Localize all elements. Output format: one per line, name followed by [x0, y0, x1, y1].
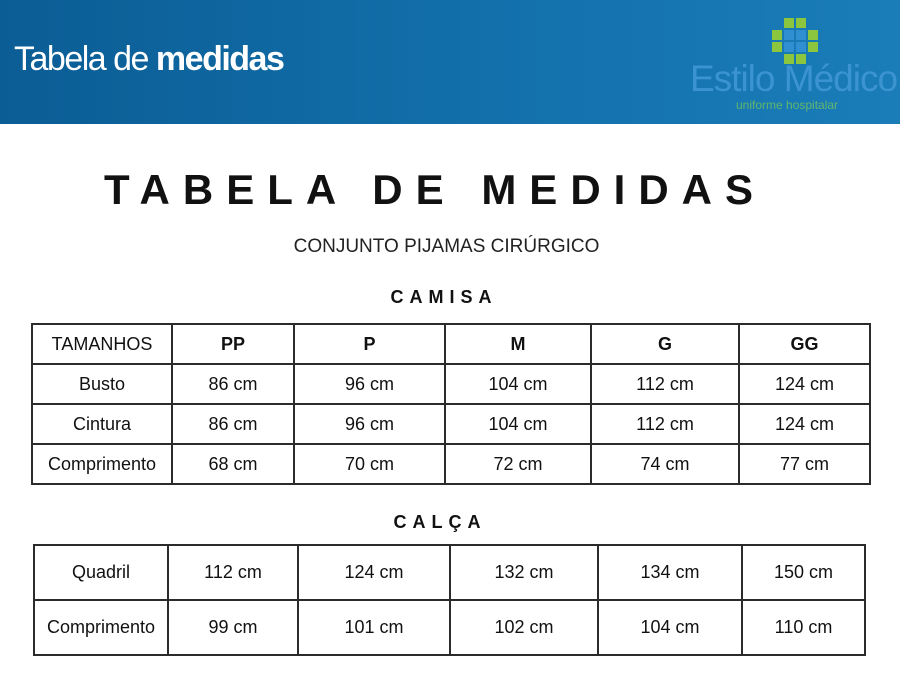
table-cell: 70 cm: [294, 444, 445, 484]
table-cell: 104 cm: [598, 600, 742, 655]
banner-title: [14, 40, 283, 79]
table-cell: 74 cm: [591, 444, 739, 484]
table-cell: 124 cm: [739, 364, 870, 404]
logo-tagline: uniforme hospitalar: [736, 98, 839, 112]
table-cell: 124 cm: [298, 545, 450, 600]
camisa-size-table: [31, 323, 871, 485]
table-cell: 112 cm: [591, 404, 739, 444]
banner-title-bold: medidas: [155, 40, 284, 78]
calca-size-table: [33, 544, 866, 656]
row-label: Quadril: [34, 545, 168, 600]
table-cell: 112 cm: [168, 545, 298, 600]
brand-logo: [690, 12, 898, 117]
row-label: Cintura: [32, 404, 172, 444]
logo-name: Estilo Médico: [690, 58, 898, 99]
table-cell: 72 cm: [445, 444, 591, 484]
table-cell: 124 cm: [739, 404, 870, 444]
table-cell: 134 cm: [598, 545, 742, 600]
section-title-calca: CALÇA: [393, 512, 487, 532]
row-label: Busto: [32, 364, 172, 404]
table-cell: 104 cm: [445, 404, 591, 444]
table-row: [34, 545, 865, 600]
table-row: [32, 404, 870, 444]
table-cell: 99 cm: [168, 600, 298, 655]
table-cell: 132 cm: [450, 545, 598, 600]
header-cell: TAMANHOS: [32, 324, 172, 364]
document-title: TABELA DE MEDIDAS: [104, 166, 766, 213]
header-cell: G: [591, 324, 739, 364]
table-row: [34, 600, 865, 655]
section-title-camisa: CAMISA: [390, 287, 498, 307]
table-header-row: [32, 324, 870, 364]
header-cell: M: [445, 324, 591, 364]
banner-title-light: Tabela de: [14, 40, 148, 78]
header-cell: PP: [172, 324, 294, 364]
table-cell: 96 cm: [294, 404, 445, 444]
table-cell: 104 cm: [445, 364, 591, 404]
header-banner: [0, 0, 900, 124]
table-cell: 77 cm: [739, 444, 870, 484]
row-label: Comprimento: [34, 600, 168, 655]
row-label: Comprimento: [32, 444, 172, 484]
table-row: [32, 364, 870, 404]
header-cell: GG: [739, 324, 870, 364]
medical-cross-logo-icon: [770, 16, 818, 64]
table-row: [32, 444, 870, 484]
table-cell: 112 cm: [591, 364, 739, 404]
table-cell: 68 cm: [172, 444, 294, 484]
document-subtitle: CONJUNTO PIJAMAS CIRÚRGICO: [293, 236, 600, 257]
table-cell: 86 cm: [172, 364, 294, 404]
table-cell: 96 cm: [294, 364, 445, 404]
header-cell: P: [294, 324, 445, 364]
table-cell: 101 cm: [298, 600, 450, 655]
table-cell: 150 cm: [742, 545, 865, 600]
table-cell: 110 cm: [742, 600, 865, 655]
table-cell: 102 cm: [450, 600, 598, 655]
table-cell: 86 cm: [172, 404, 294, 444]
